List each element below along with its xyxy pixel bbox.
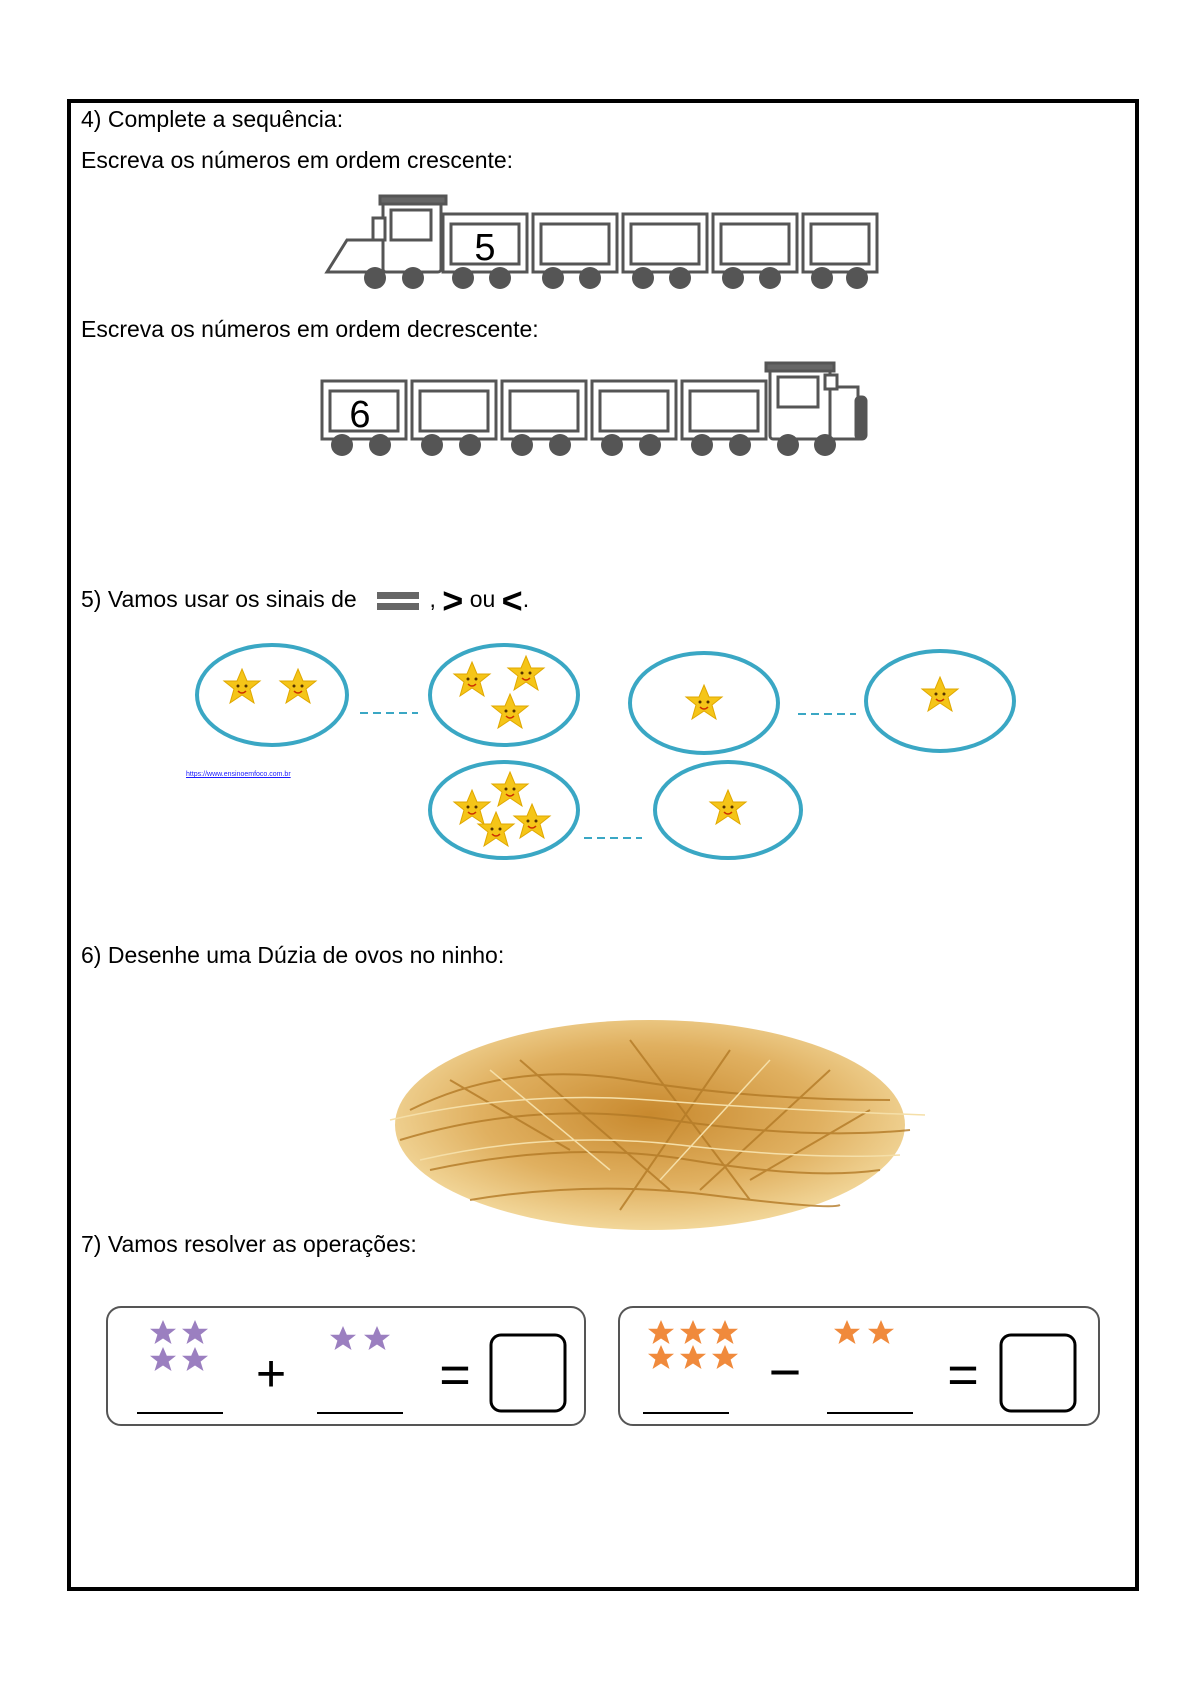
comparison-groups	[180, 630, 1040, 870]
equals-sign-2: =	[947, 1345, 979, 1405]
pair1-left-oval	[197, 645, 347, 745]
nest-image	[370, 1000, 930, 1250]
operations-area	[105, 1305, 1105, 1435]
train-descending	[320, 357, 880, 462]
train-ascending	[325, 190, 880, 290]
q7-title: 7) Vamos resolver as operações:	[81, 1231, 417, 1257]
q5-or: ou	[469, 586, 496, 613]
pair1-right-oval	[430, 645, 578, 745]
equals-sign-icon	[373, 588, 423, 614]
less-than-sign: <	[501, 580, 523, 621]
q4-descending-label: Escreva os números em ordem decrescente:	[81, 316, 539, 342]
q5-period: .	[522, 586, 530, 613]
q5-prefix: 5) Vamos usar os sinais de	[81, 586, 357, 613]
greater-than-sign: >	[442, 580, 464, 621]
minus-sign: −	[768, 1340, 802, 1403]
source-link[interactable]: https://www.ensinoemfoco.com.br	[186, 771, 291, 778]
plus-sign: +	[255, 1345, 287, 1403]
addition-answer-box[interactable]	[491, 1335, 565, 1411]
equals-sign-1: =	[439, 1345, 471, 1405]
q6-title: 6) Desenhe uma Dúzia de ovos no ninho:	[81, 942, 505, 968]
train1-number: 5	[474, 227, 496, 269]
q5-title	[81, 580, 529, 622]
subtraction-answer-box[interactable]	[1001, 1335, 1075, 1411]
q5-comma: ,	[429, 586, 436, 613]
q4-ascending-label: Escreva os números em ordem crescente:	[81, 147, 514, 173]
q4-title: 4) Complete a sequência:	[81, 106, 344, 132]
train2-number: 6	[349, 394, 371, 436]
